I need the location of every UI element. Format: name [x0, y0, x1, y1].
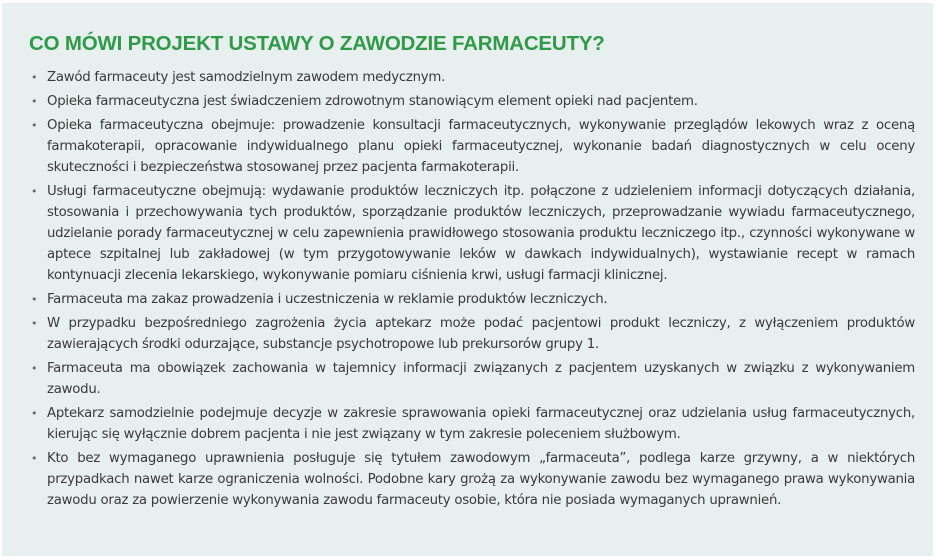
- list-item: [29, 358, 915, 400]
- bullet-icon: •: [31, 185, 38, 198]
- info-box: [2, 3, 933, 556]
- bullet-icon: •: [31, 119, 38, 132]
- list-item-text: Farmaceuta ma obowiązek zachowania w tajemnicy informacji związanych z pacjentem uzyskanych w związku z wykonywaniem zawodu.: [47, 361, 915, 397]
- list-item-text: W przypadku bezpośredniego zagrożenia życia aptekarz może podać pacjentowi produkt leczniczy, z wyłączeniem produktów zawierających środki odurzające, substancje psychotropowe lub prekursorów grupy 1.: [47, 316, 915, 352]
- list-item: [29, 403, 915, 445]
- bullet-icon: •: [31, 293, 38, 306]
- bullet-icon: •: [31, 95, 38, 108]
- list-item: [29, 289, 915, 310]
- list-item: [29, 115, 915, 178]
- list-item-text: Farmaceuta ma zakaz prowadzenia i uczestniczenia w reklamie produktów leczniczych.: [47, 292, 608, 307]
- list-item: [29, 91, 915, 112]
- bullet-icon: •: [31, 362, 38, 375]
- bullet-icon: •: [31, 71, 38, 84]
- list-item: [29, 313, 915, 355]
- list-item-text: Zawód farmaceuty jest samodzielnym zawodem medycznym.: [47, 70, 446, 85]
- list-item-text: Kto bez wymaganego uprawnienia posługuje się tytułem zawodowym „farmaceuta”, podlega karze grzywny, a w niektórych przypadkach nawet karze ograniczenia wolności. Podobne kary grożą za wykonywanie zawodu bez wymaganego prawa wykonywania zawodu oraz za powierzenie wykonywania zawodu farmaceuty osobie, która nie posiada wymaganych uprawnień.: [47, 451, 915, 508]
- bullet-icon: •: [31, 452, 38, 465]
- bullet-icon: •: [31, 407, 38, 420]
- bullet-list: [29, 67, 915, 511]
- list-item: [29, 181, 915, 286]
- box-title: CO MÓWI PROJEKT USTAWY O ZAWODZIE FARMACEUTY?: [29, 32, 605, 55]
- bullet-icon: •: [31, 317, 38, 330]
- list-item-text: Aptekarz samodzielnie podejmuje decyzje w zakresie sprawowania opieki farmaceutycznej oraz udzielania usług farmaceutycznych, kierując się wyłącznie dobrem pacjenta i nie jest związany w tym zakresie poleceniem służbowym.: [47, 406, 915, 442]
- list-item-text: Usługi farmaceutyczne obejmują: wydawanie produktów leczniczych itp. połączone z udzieleniem informacji dotyczących działania, stosowania i przechowywania tych produktów, sporządzanie produktów leczniczych, przeprowadzanie wywiadu farmaceutycznego, udzielanie porady farmaceutycznej w celu zapewnienia prawidłowego stosowania produktu leczniczego itp., czynności wykonywane w aptece szpitalnej lub zakładowej (w tym przygotowywanie leków w dawkach indywidualnych), wystawianie recept w ramach kontynuacji zlecenia lekarskiego, wykonywanie pomiaru ciśnienia krwi, usługi farmacji klinicznej.: [47, 184, 915, 283]
- list-item: [29, 448, 915, 511]
- list-item: [29, 67, 915, 88]
- list-item-text: Opieka farmaceutyczna jest świadczeniem zdrowotnym stanowiącym element opieki nad pacjentem.: [47, 94, 698, 109]
- list-item-text: Opieka farmaceutyczna obejmuje: prowadzenie konsultacji farmaceutycznych, wykonywanie przeglądów lekowych wraz z oceną farmakoterapii, opracowanie indywidualnego planu opieki farmaceutycznej, wykonanie badań diagnostycznych w celu oceny skuteczności i bezpieczeństwa stosowanej przez pacjenta farmakoterapii.: [47, 118, 915, 175]
